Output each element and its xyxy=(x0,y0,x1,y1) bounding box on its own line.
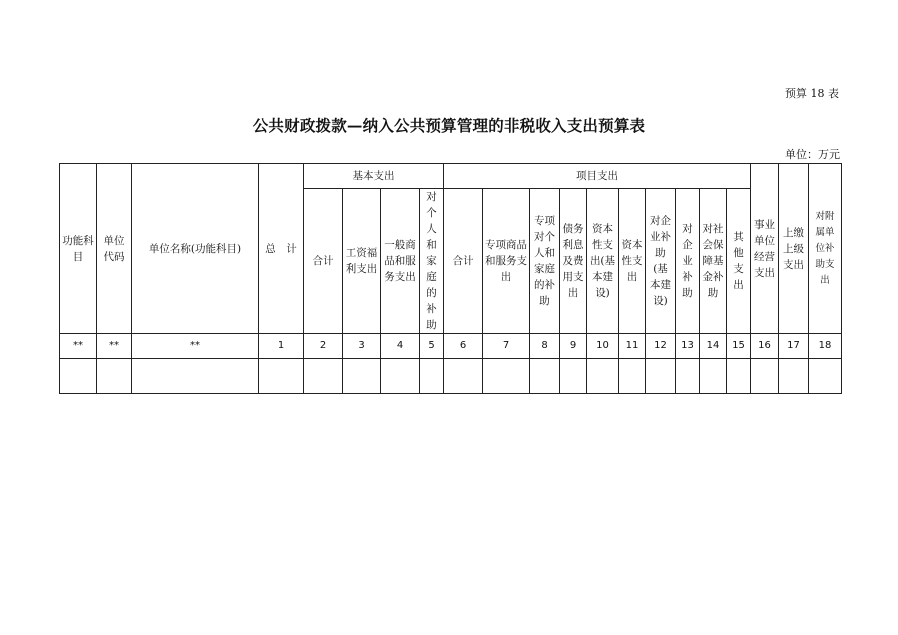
header-project-enterprise: 对企业补助 xyxy=(676,189,700,334)
header-affiliated: 对附属单位补助支出 xyxy=(809,164,842,334)
header-func-code: 功能科目 xyxy=(60,164,97,334)
header-project-subtotal: 合计 xyxy=(444,189,483,334)
header-project-other: 其他支出 xyxy=(727,189,751,334)
data-cell xyxy=(560,359,587,394)
index-cell: ** xyxy=(97,334,132,359)
data-cell xyxy=(751,359,779,394)
data-cell xyxy=(809,359,842,394)
index-cell: 7 xyxy=(483,334,530,359)
index-cell: 4 xyxy=(381,334,420,359)
header-project-group: 项目支出 xyxy=(444,164,751,189)
data-cell xyxy=(779,359,809,394)
header-unit-name: 单位名称(功能科目) xyxy=(132,164,259,334)
page-title: 公共财政拨款—纳入公共预算管理的非税收入支出预算表 xyxy=(252,116,646,135)
empty-data-row xyxy=(60,359,842,394)
header-project-debt: 债务利息及费用支出 xyxy=(560,189,587,334)
header-basic-group: 基本支出 xyxy=(304,164,444,189)
header-project-capital: 资本性支出 xyxy=(619,189,646,334)
header-basic-goods: 一般商品和服务支出 xyxy=(381,189,420,334)
index-cell: 14 xyxy=(700,334,727,359)
index-cell: ** xyxy=(60,334,97,359)
budget-table xyxy=(59,163,842,394)
header-project-enterprise-build: 对企业补助(基本建设) xyxy=(646,189,676,334)
data-cell xyxy=(381,359,420,394)
data-cell xyxy=(676,359,700,394)
data-cell xyxy=(483,359,530,394)
header-basic-subtotal: 合计 xyxy=(304,189,343,334)
data-cell xyxy=(619,359,646,394)
header-business: 事业单位经营支出 xyxy=(751,164,779,334)
index-cell: 17 xyxy=(779,334,809,359)
index-cell: 13 xyxy=(676,334,700,359)
header-project-goods: 专项商品和服务支出 xyxy=(483,189,530,334)
data-cell xyxy=(259,359,304,394)
form-number: 预算 18 表 xyxy=(785,87,839,100)
data-cell xyxy=(727,359,751,394)
index-row xyxy=(60,334,842,359)
data-cell xyxy=(444,359,483,394)
data-cell xyxy=(97,359,132,394)
index-cell: 12 xyxy=(646,334,676,359)
data-cell xyxy=(304,359,343,394)
index-cell: 8 xyxy=(530,334,560,359)
data-cell xyxy=(420,359,444,394)
index-cell: 15 xyxy=(727,334,751,359)
unit-label: 单位：万元 xyxy=(785,148,840,161)
header-project-household: 专项对个人和家庭的补助 xyxy=(530,189,560,334)
header-project-social: 对社会保障基金补助 xyxy=(700,189,727,334)
index-cell: 6 xyxy=(444,334,483,359)
header-basic-wages: 工资福利支出 xyxy=(343,189,381,334)
header-project-capital-build: 资本性支出(基本建设) xyxy=(587,189,619,334)
data-cell xyxy=(530,359,560,394)
header-basic-household: 对个人和家庭的补助 xyxy=(420,189,444,334)
data-cell xyxy=(132,359,259,394)
header-total: 总 计 xyxy=(259,164,304,334)
data-cell xyxy=(646,359,676,394)
index-cell: 9 xyxy=(560,334,587,359)
index-cell: 1 xyxy=(259,334,304,359)
index-cell: 11 xyxy=(619,334,646,359)
data-cell xyxy=(343,359,381,394)
header-unit-code: 单位代码 xyxy=(97,164,132,334)
index-cell: ** xyxy=(132,334,259,359)
data-cell xyxy=(60,359,97,394)
header-higher: 上缴上级支出 xyxy=(779,164,809,334)
index-cell: 5 xyxy=(420,334,444,359)
index-cell: 18 xyxy=(809,334,842,359)
index-cell: 2 xyxy=(304,334,343,359)
index-cell: 3 xyxy=(343,334,381,359)
index-cell: 16 xyxy=(751,334,779,359)
data-cell xyxy=(700,359,727,394)
index-cell: 10 xyxy=(587,334,619,359)
data-cell xyxy=(587,359,619,394)
